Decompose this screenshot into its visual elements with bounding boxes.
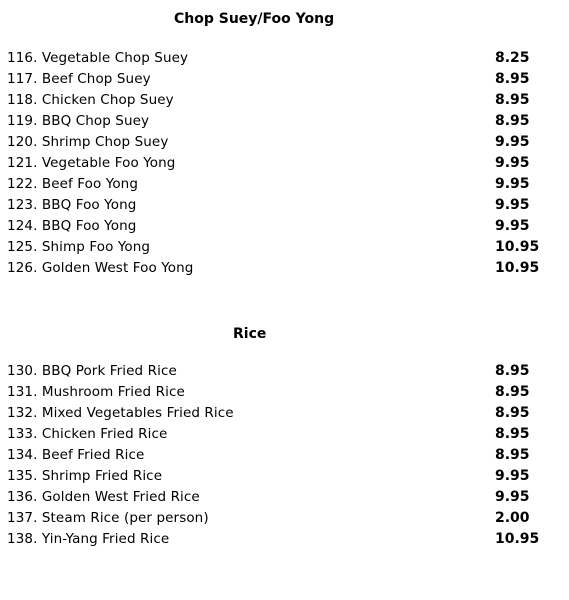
menu-item	[0, 403, 569, 424]
menu-item-list	[0, 48, 569, 279]
menu-item	[0, 216, 569, 237]
item-name: 136. Golden West Fried Rice	[7, 489, 200, 505]
menu-item	[0, 195, 569, 216]
menu-item	[0, 153, 569, 174]
item-name: 117. Beef Chop Suey	[7, 71, 151, 87]
menu-item	[0, 508, 569, 529]
menu-item	[0, 487, 569, 508]
menu-item	[0, 111, 569, 132]
menu-item	[0, 174, 569, 195]
item-price: 8.95	[495, 426, 530, 442]
menu-item	[0, 529, 569, 550]
item-price: 8.95	[495, 363, 530, 379]
item-price: 8.25	[495, 50, 530, 66]
item-price: 9.95	[495, 197, 530, 213]
item-name: 121. Vegetable Foo Yong	[7, 155, 176, 171]
item-price: 9.95	[495, 134, 530, 150]
item-name: 119. BBQ Chop Suey	[7, 113, 150, 129]
item-name: 116. Vegetable Chop Suey	[7, 50, 189, 66]
item-name: 134. Beef Fried Rice	[7, 447, 145, 463]
menu-item	[0, 361, 569, 382]
item-name: 135. Shrimp Fried Rice	[7, 468, 163, 484]
item-name: 120. Shrimp Chop Suey	[7, 134, 169, 150]
item-name: 124. BBQ Foo Yong	[7, 218, 137, 234]
item-name: 137. Steam Rice (per person)	[7, 510, 209, 526]
menu-item	[0, 48, 569, 69]
item-price: 10.95	[495, 531, 540, 547]
menu-item	[0, 258, 569, 279]
item-name: 126. Golden West Foo Yong	[7, 260, 194, 276]
item-name: 132. Mixed Vegetables Fried Rice	[7, 405, 234, 421]
item-price: 9.95	[495, 489, 530, 505]
item-name: 131. Mushroom Fried Rice	[7, 384, 185, 400]
menu-item	[0, 237, 569, 258]
item-name: 138. Yin-Yang Fried Rice	[7, 531, 170, 547]
item-name: 118. Chicken Chop Suey	[7, 92, 174, 108]
menu-item	[0, 132, 569, 153]
menu-item	[0, 466, 569, 487]
item-name: 123. BBQ Foo Yong	[7, 197, 137, 213]
item-price: 9.95	[495, 218, 530, 234]
item-name: 133. Chicken Fried Rice	[7, 426, 168, 442]
item-price: 9.95	[495, 155, 530, 171]
menu-item	[0, 424, 569, 445]
item-price: 8.95	[495, 92, 530, 108]
item-price: 8.95	[495, 384, 530, 400]
item-price: 8.95	[495, 447, 530, 463]
item-price: 10.95	[495, 260, 540, 276]
menu-item	[0, 445, 569, 466]
item-name: 130. BBQ Pork Fried Rice	[7, 363, 177, 379]
menu-item-list	[0, 361, 569, 550]
menu-item	[0, 90, 569, 111]
item-price: 2.00	[495, 510, 530, 526]
item-name: 125. Shimp Foo Yong	[7, 239, 151, 255]
item-price: 8.95	[495, 113, 530, 129]
menu-item	[0, 382, 569, 403]
item-price: 9.95	[495, 468, 530, 484]
item-price: 8.95	[495, 405, 530, 421]
item-price: 9.95	[495, 176, 530, 192]
section-title: Rice	[233, 326, 267, 342]
item-name: 122. Beef Foo Yong	[7, 176, 138, 192]
section-title: Chop Suey/Foo Yong	[174, 11, 335, 27]
menu-item	[0, 69, 569, 90]
item-price: 10.95	[495, 239, 540, 255]
item-price: 8.95	[495, 71, 530, 87]
